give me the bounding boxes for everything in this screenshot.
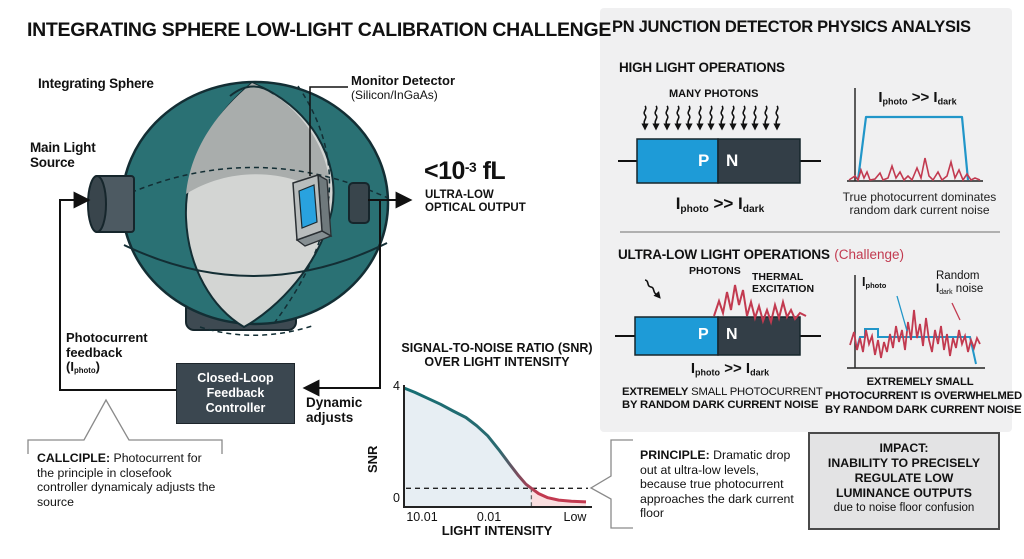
snr-chart-title: SIGNAL-TO-NOISE RATIO (SNR) OVER LIGHT INTENSITY [401,341,593,369]
integrating-sphere-graphic [88,82,388,335]
photons-label: PHOTONS [689,265,741,277]
high-light-heading: HIGH LIGHT OPERATIONS [619,60,785,75]
photon-arrow-icon [641,106,648,131]
impact-line1: IMPACT: [879,441,929,455]
detector-label: Monitor Detector [351,73,455,88]
x-tick-2: 0.01 [476,510,502,524]
p-label: P [698,326,709,343]
p-label: P [698,151,710,170]
random-idark-label: Random $I_{dark}$ noise [936,270,984,296]
ultra-graph-caption: EXTREMELY SMALL PHOTOCURRENT IS OVERWHELMED BY RANDOM DARK CURRENT NOISE [825,376,1022,416]
impact-line3: REGULATE LOW [854,471,954,485]
snr-area-high [404,388,531,506]
output-caption: ULTRA-LOW OPTICAL OUTPUT [425,189,526,214]
n-label: N [726,326,738,343]
photon-arrow-icon [685,106,692,131]
detector-sublabel: (Silicon/InGaAs) [351,88,438,102]
photon-arrow-icon [740,106,747,131]
photon-arrow-icon [663,106,670,131]
photon-arrow-icon [751,106,758,131]
photocurrent-feedback-label: Photocurrent feedback $(I_{photo})$ [66,330,148,376]
callciple-callout: CALLCIPLE: Photocurrent for the principle in closefook controller dynamicaly adjusts the source [37,451,216,509]
idark-pointer [952,303,960,320]
photon-arrow-icon [773,106,780,131]
high-graph-label: $I_{photo} >> I_{dark}$ [878,89,957,107]
closed-loop-controller: Closed-Loop Feedback Controller [176,363,295,424]
photon-arrow-icon [707,106,714,131]
x-axis-label: LIGHT INTENSITY [441,523,553,538]
photon-arrow-icon [729,106,736,131]
dark-noise-spikes [849,158,980,180]
sphere-label: Integrating Sphere [38,76,154,91]
y-tick-0: 0 [393,491,400,505]
impact-line5: due to noise floor confusion [833,502,975,514]
detector-screen [299,185,317,228]
y-tick-4: 4 [393,379,400,393]
snr-axis-label: SNR [365,445,380,473]
ultra-low-heading: ULTRA-LOW LIGHT OPERATIONS (Challenge) [618,247,905,262]
many-photons-label: MANY PHOTONS [669,88,759,100]
page-title: INTEGRATING SPHERE LOW-LIGHT CALIBRATION CHALLENGE [27,19,612,41]
main-light-port-cap [88,176,106,232]
dynamic-adjusts-label: Dynamic adjusts [306,395,363,426]
output-value: $<10^{-3}$ fL [424,157,506,185]
snr-chart [404,385,592,507]
photon-arrow-icon [642,278,663,301]
ultra-equation: $I_{photo} >> I_{dark}$ [690,360,770,378]
impact-line4: LUMINANCE OUTPUTS [836,486,972,500]
n-label: N [726,151,739,170]
output-port [349,183,369,223]
large-dark-noise [850,310,980,358]
x-tick-3: Low [563,510,587,524]
iphoto-pointer [897,296,907,331]
panel-title: PN JUNCTION DETECTOR PHYSICS ANALYSIS [612,18,971,36]
snr-area-low [531,488,586,506]
x-tick-1: 10.01 [406,510,438,524]
iphoto-label: $I_{photo}$ [862,275,887,291]
photon-arrow-icon [762,106,769,131]
high-equation: $I_{photo} >> I_{dark}$ [675,194,765,215]
photon-arrow-icon [674,106,681,131]
principle-callout: PRINCIPLE: Dramatic drop out at ultra-low levels, because true photocurrent approaches the dark current floor [640,448,794,520]
photon-arrow-icon [696,106,703,131]
photon-arrow-icon [652,106,659,131]
thermal-excitation-label: THERMAL EXCITATION [752,271,815,295]
photon-arrow-icon [718,106,725,131]
ultra-junction-caption: EXTREMELY SMALL PHOTOCURRENT BY RANDOM DARK CURRENT NOISE [622,386,823,411]
main-light-source-label: Main Light Source [30,140,96,171]
photocurrent-pulse [858,117,968,180]
impact-line2: INABILITY TO PRECISELY [827,456,981,470]
high-graph-caption: True photocurrent dominates random dark current noise [842,190,997,218]
